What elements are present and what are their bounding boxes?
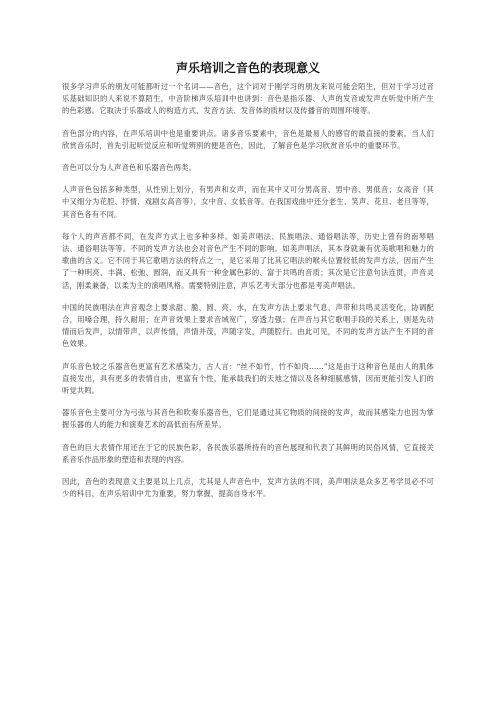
paragraph-9: 音色的巨大表情作用还在于它的民族色彩，各民族乐器所持有的音色展现和代表了其鲜明的民俗风情，它直接关系音乐作品形象的塑造和表现的内容。 [62,442,434,464]
paragraph-2: 音色部分的内容，在声乐培训中也是重要讲点。诸多音乐要素中，音色是最易人的感官的最直接的要素。当人们欣赏音乐时，首先引起听觉反应和听觉辨别的便是音色，因此，了解音色是学习欣赏音乐中的重要环节。 [62,128,434,150]
paragraph-10: 因此，音色的表现意义主要是以上几点，尤其是人声音色中，发声方法的不同，美声唱法是众多艺考学员必不可少的科目，在声乐培训中尤为重要，努力掌握，提高自身水平。 [62,477,434,499]
document-title: 声乐培训之音色的表现意义 [175,61,320,75]
paragraph-5: 每个人的声音都不同，在发声方式上也多种多样。如美声唱法、民族唱法、通俗唱法等，历史上曾有的南琴唱法、通俗唱法等等。不同的发声方法也会对音色产生不同的影响。如美声唱法，其本身就兼有优美歌唱和魅力的歌曲的含义。它不同于其它歌唱方法的特点之一，是它采用了比其它唱法的喉头位置较低的发声方法，因而产生了一种明亮、丰满、松弛、圆润，而又具有一种金属色彩的、富于共鸣的音质；其次是它注意句法连贯，声音灵活，刚柔兼备，以柔为主的演唱风格。需要特别注意，声乐艺考大部分也都是考美声唱法。 [62,231,434,290]
paragraph-3: 音色可以分为人声音色和乐器音色两类。 [62,163,197,173]
paragraph-6: 中国的民族唱法在声音观念上要求甜、脆、圆、亮、水，在发声方法上要求气息、声带和共鸣灵活变化，协调配合，用嗓合理，持久耐用；在声音效果上要求音域宽广，穿透力强；在声音与其它歌唱手段的关系上，则是先动情而后发声，以情带声，以声传情，声情并茂，声随字发，声随腔行。由此可见，不同的发声方法产生不同的音色效果。 [62,302,434,349]
document-page [62,60,434,510]
paragraph-8: 器乐音色主要可分为弓弦与其音色和吹奏乐器音色，它们是通过其它物质的间接的发声，故而其感染力也因为掌握乐器的人的能力和演奏艺术的高低而有所差异。 [62,408,434,430]
paragraph-4: 人声音色包括多种类型，从性别上划分，有男声和女声，而在其中又可分男高音、男中音、男低音；女高音（其中又细分为花腔、抒情、戏剧女高音等），女中音、女低音等。在我国戏曲中还分老生、笑声、花旦、老旦等等，其音色各有不同。 [62,185,434,219]
paragraph-7: 声乐音色较之乐器音色更富有艺术感染力，古人言：“丝不如竹，竹不如肉……”这是由于这种音色是由人的肌体直接发出，具有更多的表情自由，更富有个性，能承载我们的天地之情以及各种细腻感情，因而更能引发人们的听觉共鸣。 [62,361,434,396]
paragraph-1: 很多学习声乐的朋友可能都听过一个名词——音色，这个词对于刚学习的朋友来说可能会陌生，但对于学习过音乐基础知识的人来说不算陌生，中音阶梯声乐培训中也讲到：音色是指乐器、人声的发音或发声在听觉中所产生的色彩感。它取决于乐器或人的构造方式、发音方法、发音体的质材以及传播音的周围环境等。 [62,82,434,116]
